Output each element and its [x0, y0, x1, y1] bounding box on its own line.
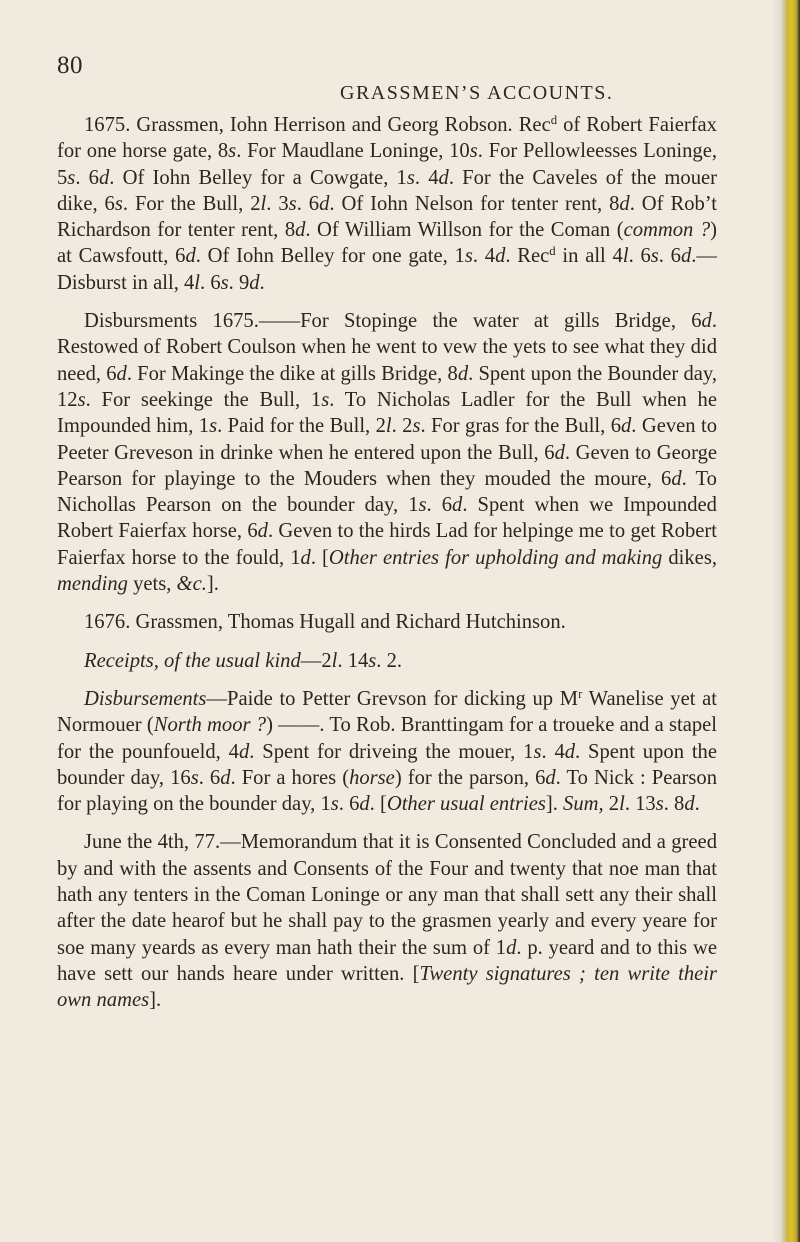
text-run: d [457, 362, 469, 385]
text-run: . 2 [391, 415, 413, 438]
text-run: Disbursments 1675.——For Stopinge the water at gills Bridge, 6 [84, 310, 702, 333]
text-run: Twenty signatures ; ten write their own names [57, 962, 718, 1012]
text-run: . Paid for the Bull, 2 [217, 415, 386, 438]
paragraph-disbursements-1676 [57, 686, 717, 817]
text-run: . Of Iohn Nelson for tenter rent, 8 [329, 192, 620, 215]
paragraph-receipts-1676 [57, 648, 717, 674]
text-run: . Of Iohn Belley for a Cowgate, 1 [109, 166, 407, 189]
text-run: . 4 [414, 166, 439, 189]
text-run: . [259, 271, 265, 294]
text-run: s [114, 192, 123, 215]
text-run: ]. [149, 989, 162, 1012]
text-run: . For Maudlane Loninge, 10 [236, 140, 470, 163]
text-run: ) ——. To Rob. Branttingam for a troueke and a stapel for the pounfoueld, 4 [57, 714, 717, 763]
text-run: . Restowed of Robert Coulson when he went to vew the yets to see what they did need, 6 [57, 310, 717, 385]
text-run: d [554, 441, 565, 464]
text-run: Sum, [563, 793, 604, 816]
text-run: s [209, 415, 218, 438]
text-run: . 6 [628, 245, 651, 268]
text-run: s [220, 271, 229, 294]
text-run: d [438, 166, 449, 189]
text-run: d [300, 546, 311, 569]
text-run: l [619, 793, 625, 816]
text-run: d [701, 310, 712, 333]
text-run: l [331, 649, 338, 672]
text-run: s [469, 140, 478, 163]
text-run: d [116, 362, 127, 385]
text-run: common ? [623, 219, 711, 242]
text-run: d [257, 520, 268, 543]
book-edge [782, 0, 800, 1242]
text-run: l [194, 271, 201, 294]
text-run: . Spent for driveing the mouer, 1 [249, 740, 534, 763]
text-run: of Robert Faierfax for one horse gate, 8 [57, 114, 717, 163]
text-run: s [406, 166, 415, 189]
text-run: . Geven to George Pearson for playinge to the Mouders when they mouded the moure, 6 [57, 441, 718, 490]
text-run: d [619, 192, 630, 215]
text-run: June the 4th, 77.—Memorandum that it is Consented Concluded and a greed by and with the assents and Consents of the Four and twenty that noe man that hath any tenters in the Coman Loninge or any man that shall sett any their shall after the date hearof but he shall pay to the grasmen yearly and every yeare for soe many yeards as every man hath their the sum of 1 [57, 831, 717, 959]
text-run: s [650, 245, 659, 268]
text-run: mending [57, 573, 128, 596]
text-run: . 6 [658, 245, 681, 268]
text-run: . For seekinge the Bull, 1 [85, 388, 322, 411]
text-run: .—Disburst in all, 4 [57, 245, 718, 294]
paragraph-entry-1675 [57, 112, 717, 296]
text-run: s [533, 740, 542, 763]
page-number: 80 [57, 52, 83, 79]
text-run: . 8 [663, 793, 685, 816]
text-run: . For a hores ( [230, 766, 350, 789]
text-run: &c. [176, 573, 207, 596]
text-run: s [77, 388, 86, 411]
text-run: . Of Iohn Belley for one gate, 1 [195, 245, 465, 268]
text-run: . 2. [376, 649, 403, 672]
text-run: 1675. Grassmen, Iohn Herrison and Georg Robson. Rec [84, 114, 551, 136]
text-run: . 6 [426, 494, 453, 517]
text-run: . 6 [198, 766, 221, 789]
text-run: . For Makinge the dike at gills Bridge, 8 [126, 362, 458, 385]
text-run: r [578, 686, 583, 701]
text-run: . To Nichollas Pearson on the bounder day, 1 [57, 467, 717, 517]
text-run: s [412, 415, 421, 438]
text-run: 1676. Grassmen, Thomas Hugall and Richard Hutchinson. [84, 611, 566, 634]
body-text [57, 112, 717, 1014]
text-run: d [671, 467, 682, 490]
text-run: . 13 [624, 793, 656, 816]
text-run: ]. [206, 573, 219, 596]
text-run: . Geven to the hirds Lad for helpinge me to get Robert Faierfax horse to the fould, 1 [57, 520, 717, 569]
text-run: . 4 [541, 740, 565, 763]
text-run: . [ [310, 546, 329, 569]
text-run: d [452, 494, 463, 517]
text-run: d [98, 166, 110, 189]
text-run: d [550, 112, 558, 127]
text-run: . Spent when we Impounded Robert Faierfax horse, 6 [57, 494, 717, 543]
text-run: d [680, 245, 692, 268]
text-run: . 6 [338, 793, 360, 816]
text-run: 2 [603, 793, 620, 816]
text-run: Other entries for upholding and making [328, 546, 663, 569]
text-run: s [655, 793, 664, 816]
text-run: . Rec [505, 245, 550, 268]
paragraph-entry-1676 [57, 609, 717, 635]
text-run: Wanelise yet at Normouer ( [57, 687, 718, 737]
text-run: . 9 [228, 271, 250, 294]
text-run: . [694, 793, 700, 816]
text-run: s [368, 649, 377, 672]
text-run: . Spent upon the bounder day, 16 [57, 740, 717, 789]
text-run: ) for the parson, 6 [394, 766, 546, 789]
text-run: . To Nick : Pearson for playing on the bounder day, 1 [57, 766, 718, 816]
text-run: . 6 [75, 166, 99, 189]
text-run: d [185, 245, 196, 268]
text-run: . Of Rob’t Richardson for tenter rent, 8 [57, 192, 718, 242]
text-run: . For gras for the Bull, 6 [420, 415, 621, 438]
text-run: . Spent upon the Bounder day, 12 [57, 362, 717, 411]
text-run: ]. [545, 793, 564, 816]
text-run: d [564, 740, 576, 763]
text-run: d [545, 766, 556, 789]
text-run: . For the Caveles of the mouer dike, 6 [57, 166, 718, 215]
text-run: . Of William Willson for the Coman ( [305, 219, 624, 242]
text-run: l [385, 415, 392, 438]
text-run: horse [349, 766, 395, 789]
text-run: s [228, 140, 237, 163]
text-run: . Geven to Peeter Greveson in drinke when he entered upon the Bull, 6 [57, 415, 717, 464]
text-run: . 14 [337, 649, 369, 672]
text-run: s [190, 766, 199, 789]
text-run: l [622, 245, 629, 268]
text-run: d [220, 766, 231, 789]
text-run: d [684, 793, 695, 816]
text-run: yets, [127, 573, 177, 596]
text-run: d [549, 244, 556, 259]
text-run: d [238, 740, 250, 763]
paragraph-disbursments-1675 [57, 308, 717, 597]
text-run: s [464, 245, 473, 268]
text-run: . For Pellowleesses Loninge, 5 [57, 140, 717, 189]
text-run: d [621, 415, 632, 438]
text-run: . To Nicholas Ladler for the Bull when he Impounded him, 1 [57, 388, 717, 438]
text-run: . 3 [266, 192, 289, 215]
text-run: . p. yeard and to this we have sett our hands heare under written. [ [57, 936, 717, 985]
text-run: d [295, 219, 306, 242]
text-run: Other usual entries [386, 793, 546, 816]
text-run: Disbursements [84, 687, 207, 710]
text-run: s [67, 166, 76, 189]
text-run: s [288, 192, 297, 215]
text-run: d [319, 192, 330, 215]
text-run: —Paide to Petter Grevson for dicking up M [206, 687, 579, 710]
text-run: . [ [369, 793, 387, 816]
running-head: GRASSMEN’S ACCOUNTS. [340, 82, 614, 104]
text-run: in all 4 [555, 245, 623, 268]
text-run: North moor ? [153, 714, 267, 737]
text-run: d [495, 245, 506, 268]
text-run: s [330, 793, 339, 816]
text-run: . For the Bull, 2 [122, 192, 261, 215]
text-run: . 6 [296, 192, 320, 215]
text-run: . 4 [472, 245, 496, 268]
paragraph-memorandum-1677 [57, 829, 717, 1013]
text-run: ) at Cawsfoutt, 6 [57, 219, 717, 268]
text-run: s [321, 388, 330, 411]
text-run: . 6 [200, 271, 221, 294]
text-run: l [260, 192, 267, 215]
text-run: Receipts, of the usual kind [84, 649, 301, 672]
text-run: dikes, [662, 546, 717, 569]
text-run: d [249, 271, 260, 294]
text-run: d [359, 793, 370, 816]
text-run: d [506, 936, 517, 959]
text-run: s [418, 494, 427, 517]
page-gutter-shadow [772, 0, 782, 1242]
text-run: —2 [300, 649, 332, 672]
